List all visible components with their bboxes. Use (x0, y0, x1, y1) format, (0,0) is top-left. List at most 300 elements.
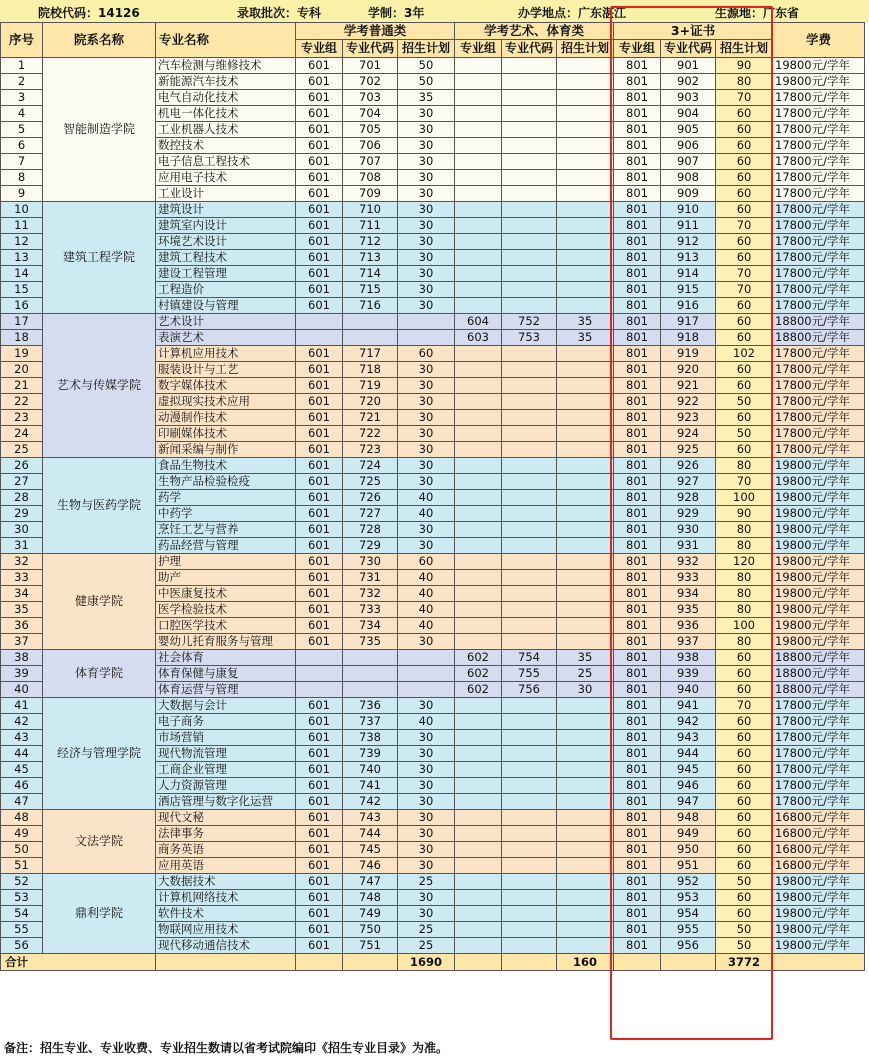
cert-group: 801 (614, 202, 661, 218)
major-name: 药学 (156, 490, 296, 506)
general-group: 601 (296, 218, 343, 234)
subcol-code: 专业代码 (502, 40, 557, 58)
admission-batch: 录取批次：专科 (237, 6, 322, 20)
art-group (455, 890, 502, 906)
general-code: 728 (343, 522, 398, 538)
art-group (455, 74, 502, 90)
art-plan (557, 202, 614, 218)
general-plan: 30 (398, 266, 455, 282)
cert-code: 910 (661, 202, 716, 218)
cert-plan: 60 (716, 202, 773, 218)
art-plan (557, 810, 614, 826)
general-code: 712 (343, 234, 398, 250)
art-code (502, 938, 557, 954)
general-group: 601 (296, 58, 343, 74)
tuition-fee: 17800元/学年 (773, 714, 865, 730)
col-department: 院系名称 (43, 23, 156, 58)
art-code (502, 154, 557, 170)
tuition-fee: 19800元/学年 (773, 586, 865, 602)
tuition-fee: 17800元/学年 (773, 746, 865, 762)
art-code (502, 922, 557, 938)
art-code (502, 410, 557, 426)
cert-group: 801 (614, 810, 661, 826)
general-group: 601 (296, 378, 343, 394)
art-code (502, 474, 557, 490)
major-name: 工业设计 (156, 186, 296, 202)
major-name: 口腔医学技术 (156, 618, 296, 634)
art-plan (557, 394, 614, 410)
cert-code: 928 (661, 490, 716, 506)
cert-plan: 100 (716, 490, 773, 506)
art-group (455, 810, 502, 826)
art-group (455, 746, 502, 762)
col-fee: 学费 (773, 23, 865, 58)
general-group: 601 (296, 170, 343, 186)
art-code: 755 (502, 666, 557, 682)
cert-group: 801 (614, 538, 661, 554)
general-plan: 30 (398, 138, 455, 154)
general-plan: 30 (398, 474, 455, 490)
total-general: 1690 (398, 954, 455, 971)
general-code: 701 (343, 58, 398, 74)
cert-group: 801 (614, 458, 661, 474)
cert-plan: 60 (716, 650, 773, 666)
art-group (455, 90, 502, 106)
art-plan (557, 522, 614, 538)
art-plan (557, 282, 614, 298)
general-group: 601 (296, 138, 343, 154)
subcol-plan: 招生计划 (557, 40, 614, 58)
tuition-fee: 19800元/学年 (773, 602, 865, 618)
tuition-fee: 17800元/学年 (773, 154, 865, 170)
cert-plan: 60 (716, 186, 773, 202)
general-code: 724 (343, 458, 398, 474)
college-code: 院校代码：14126 (38, 6, 140, 20)
row-no: 16 (1, 298, 43, 314)
art-group (455, 154, 502, 170)
art-code: 754 (502, 650, 557, 666)
tuition-fee: 16800元/学年 (773, 858, 865, 874)
cert-plan: 90 (716, 58, 773, 74)
tuition-fee: 17800元/学年 (773, 362, 865, 378)
general-plan: 30 (398, 378, 455, 394)
col-major: 专业名称 (156, 23, 296, 58)
row-no: 53 (1, 890, 43, 906)
cert-plan: 100 (716, 618, 773, 634)
major-name: 电子信息工程技术 (156, 154, 296, 170)
major-name: 新能源汽车技术 (156, 74, 296, 90)
general-code: 718 (343, 362, 398, 378)
row-no: 54 (1, 906, 43, 922)
major-name: 汽车检测与维修技术 (156, 58, 296, 74)
general-plan: 60 (398, 554, 455, 570)
cert-code: 931 (661, 538, 716, 554)
cert-code: 936 (661, 618, 716, 634)
subcol-plan: 招生计划 (398, 40, 455, 58)
row-no: 34 (1, 586, 43, 602)
cert-code: 954 (661, 906, 716, 922)
major-name: 酒店管理与数字化运营 (156, 794, 296, 810)
art-plan (557, 634, 614, 650)
art-group (455, 938, 502, 954)
cert-code: 911 (661, 218, 716, 234)
general-group (296, 650, 343, 666)
art-plan (557, 858, 614, 874)
art-plan (557, 938, 614, 954)
major-name: 中医康复技术 (156, 586, 296, 602)
tuition-fee: 17800元/学年 (773, 186, 865, 202)
art-group (455, 442, 502, 458)
major-name: 村镇建设与管理 (156, 298, 296, 314)
art-plan (557, 74, 614, 90)
major-name: 虚拟现实技术应用 (156, 394, 296, 410)
cert-plan: 60 (716, 762, 773, 778)
general-plan: 30 (398, 634, 455, 650)
general-group: 601 (296, 922, 343, 938)
general-plan (398, 666, 455, 682)
row-no: 20 (1, 362, 43, 378)
tuition-fee: 19800元/学年 (773, 522, 865, 538)
cert-plan: 80 (716, 602, 773, 618)
art-group (455, 106, 502, 122)
tuition-fee: 17800元/学年 (773, 266, 865, 282)
art-code (502, 634, 557, 650)
row-no: 41 (1, 698, 43, 714)
general-plan: 50 (398, 58, 455, 74)
general-code: 706 (343, 138, 398, 154)
general-code: 710 (343, 202, 398, 218)
general-group: 601 (296, 74, 343, 90)
art-plan (557, 378, 614, 394)
cert-group: 801 (614, 746, 661, 762)
total-art: 160 (557, 954, 614, 971)
cert-plan: 50 (716, 394, 773, 410)
art-code: 752 (502, 314, 557, 330)
tuition-fee: 19800元/学年 (773, 490, 865, 506)
general-code: 715 (343, 282, 398, 298)
cert-group: 801 (614, 650, 661, 666)
art-plan (557, 298, 614, 314)
general-group: 601 (296, 778, 343, 794)
department-name: 生物与医药学院 (43, 458, 156, 554)
art-plan (557, 90, 614, 106)
art-plan (557, 890, 614, 906)
art-plan: 30 (557, 682, 614, 698)
cert-plan: 60 (716, 890, 773, 906)
cert-code: 930 (661, 522, 716, 538)
art-code (502, 586, 557, 602)
art-plan: 35 (557, 314, 614, 330)
major-name: 建筑工程技术 (156, 250, 296, 266)
row-no: 31 (1, 538, 43, 554)
cert-code: 902 (661, 74, 716, 90)
art-plan (557, 426, 614, 442)
art-plan (557, 106, 614, 122)
cert-group: 801 (614, 170, 661, 186)
art-code (502, 746, 557, 762)
tuition-fee: 19800元/学年 (773, 618, 865, 634)
tuition-fee: 17800元/学年 (773, 282, 865, 298)
art-group: 602 (455, 682, 502, 698)
general-code: 741 (343, 778, 398, 794)
cert-group: 801 (614, 266, 661, 282)
cert-plan: 60 (716, 858, 773, 874)
cert-group: 801 (614, 874, 661, 890)
art-group: 602 (455, 650, 502, 666)
major-name: 中药学 (156, 506, 296, 522)
total-cert: 3772 (716, 954, 773, 971)
general-code: 720 (343, 394, 398, 410)
art-code (502, 730, 557, 746)
cert-code: 941 (661, 698, 716, 714)
art-group (455, 378, 502, 394)
department-name: 经济与管理学院 (43, 698, 156, 810)
general-group: 601 (296, 250, 343, 266)
col-group-art: 学考艺术、体育类 (455, 23, 614, 40)
cert-code: 952 (661, 874, 716, 890)
cert-group: 801 (614, 218, 661, 234)
cert-plan: 60 (716, 442, 773, 458)
table-row (1, 58, 865, 74)
art-plan (557, 538, 614, 554)
general-group (296, 682, 343, 698)
row-no: 42 (1, 714, 43, 730)
tuition-fee: 17800元/学年 (773, 762, 865, 778)
tuition-fee: 17800元/学年 (773, 170, 865, 186)
row-no: 5 (1, 122, 43, 138)
general-plan: 30 (398, 778, 455, 794)
cert-code: 939 (661, 666, 716, 682)
department-name: 智能制造学院 (43, 58, 156, 202)
general-plan: 30 (398, 730, 455, 746)
cert-code: 951 (661, 858, 716, 874)
cert-group: 801 (614, 506, 661, 522)
cert-code: 914 (661, 266, 716, 282)
row-no: 21 (1, 378, 43, 394)
table-row (1, 810, 865, 826)
art-group (455, 794, 502, 810)
study-duration: 学制：3年 (368, 6, 425, 20)
tuition-fee: 17800元/学年 (773, 218, 865, 234)
major-name: 建筑室内设计 (156, 218, 296, 234)
art-group (455, 634, 502, 650)
cert-group: 801 (614, 602, 661, 618)
art-code (502, 538, 557, 554)
cert-plan: 90 (716, 506, 773, 522)
cert-plan: 60 (716, 794, 773, 810)
major-name: 物联网应用技术 (156, 922, 296, 938)
cert-group: 801 (614, 490, 661, 506)
art-group (455, 874, 502, 890)
cert-plan: 60 (716, 154, 773, 170)
department-name: 建筑工程学院 (43, 202, 156, 314)
art-group (455, 730, 502, 746)
art-group (455, 490, 502, 506)
art-plan (557, 874, 614, 890)
art-plan (557, 362, 614, 378)
general-code: 740 (343, 762, 398, 778)
art-code (502, 426, 557, 442)
cert-plan: 60 (716, 138, 773, 154)
general-plan (398, 314, 455, 330)
row-no: 46 (1, 778, 43, 794)
major-name: 生物产品检验检疫 (156, 474, 296, 490)
tuition-fee: 17800元/学年 (773, 250, 865, 266)
general-plan: 30 (398, 298, 455, 314)
general-group: 601 (296, 746, 343, 762)
art-code (502, 618, 557, 634)
general-group: 601 (296, 794, 343, 810)
general-plan: 30 (398, 442, 455, 458)
tuition-fee: 17800元/学年 (773, 106, 865, 122)
art-plan (557, 490, 614, 506)
art-group (455, 858, 502, 874)
major-name: 法律事务 (156, 826, 296, 842)
art-plan (557, 474, 614, 490)
cert-group: 801 (614, 138, 661, 154)
general-group: 601 (296, 586, 343, 602)
row-no: 51 (1, 858, 43, 874)
general-code: 743 (343, 810, 398, 826)
cert-plan: 70 (716, 218, 773, 234)
art-code (502, 218, 557, 234)
art-group (455, 522, 502, 538)
cert-group: 801 (614, 890, 661, 906)
cert-plan: 60 (716, 362, 773, 378)
general-code: 737 (343, 714, 398, 730)
general-plan: 30 (398, 538, 455, 554)
general-group: 601 (296, 266, 343, 282)
general-plan: 30 (398, 410, 455, 426)
cert-code: 916 (661, 298, 716, 314)
major-name: 计算机应用技术 (156, 346, 296, 362)
art-plan (557, 410, 614, 426)
general-code (343, 682, 398, 698)
general-group (296, 314, 343, 330)
table-row (1, 698, 865, 714)
general-plan (398, 330, 455, 346)
art-plan (557, 570, 614, 586)
col-group-general: 学考普通类 (296, 23, 455, 40)
general-plan: 35 (398, 90, 455, 106)
art-group (455, 410, 502, 426)
tuition-fee: 19800元/学年 (773, 474, 865, 490)
subcol-code: 专业代码 (343, 40, 398, 58)
general-code: 713 (343, 250, 398, 266)
general-code: 736 (343, 698, 398, 714)
major-name: 现代移动通信技术 (156, 938, 296, 954)
tuition-fee: 17800元/学年 (773, 298, 865, 314)
row-no: 52 (1, 874, 43, 890)
general-group: 601 (296, 938, 343, 954)
cert-plan: 80 (716, 634, 773, 650)
major-name: 建设工程管理 (156, 266, 296, 282)
art-plan (557, 250, 614, 266)
cert-code: 923 (661, 410, 716, 426)
art-group (455, 826, 502, 842)
cert-plan: 60 (716, 666, 773, 682)
art-plan (557, 730, 614, 746)
cert-plan: 70 (716, 90, 773, 106)
general-plan: 60 (398, 346, 455, 362)
art-group (455, 218, 502, 234)
tuition-fee: 19800元/学年 (773, 634, 865, 650)
cert-group: 801 (614, 474, 661, 490)
row-no: 45 (1, 762, 43, 778)
general-plan: 30 (398, 826, 455, 842)
general-group: 601 (296, 762, 343, 778)
major-name: 印刷媒体技术 (156, 426, 296, 442)
major-name: 市场营销 (156, 730, 296, 746)
cert-plan: 60 (716, 410, 773, 426)
general-group: 601 (296, 458, 343, 474)
art-code (502, 362, 557, 378)
cert-code: 937 (661, 634, 716, 650)
cert-plan: 60 (716, 298, 773, 314)
row-no: 40 (1, 682, 43, 698)
row-no: 48 (1, 810, 43, 826)
major-name: 现代文秘 (156, 810, 296, 826)
major-name: 环境艺术设计 (156, 234, 296, 250)
cert-plan: 60 (716, 778, 773, 794)
general-group: 601 (296, 362, 343, 378)
cert-group: 801 (614, 298, 661, 314)
cert-plan: 60 (716, 106, 773, 122)
art-code (502, 858, 557, 874)
general-plan: 30 (398, 186, 455, 202)
cert-code: 935 (661, 602, 716, 618)
art-group (455, 762, 502, 778)
general-group: 601 (296, 394, 343, 410)
general-group: 601 (296, 874, 343, 890)
general-group: 601 (296, 826, 343, 842)
general-code: 707 (343, 154, 398, 170)
art-code (502, 554, 557, 570)
row-no: 44 (1, 746, 43, 762)
major-name: 电子商务 (156, 714, 296, 730)
major-name: 大数据技术 (156, 874, 296, 890)
art-plan (557, 586, 614, 602)
general-plan (398, 682, 455, 698)
subcol-code: 专业代码 (661, 40, 716, 58)
general-group: 601 (296, 282, 343, 298)
art-group (455, 282, 502, 298)
art-code (502, 522, 557, 538)
cert-plan: 50 (716, 938, 773, 954)
art-code (502, 778, 557, 794)
row-no: 30 (1, 522, 43, 538)
general-group (296, 330, 343, 346)
general-group: 601 (296, 842, 343, 858)
cert-code: 905 (661, 122, 716, 138)
cert-code: 904 (661, 106, 716, 122)
art-code (502, 874, 557, 890)
col-no: 序号 (1, 23, 43, 58)
cert-code: 912 (661, 234, 716, 250)
major-name: 工业机器人技术 (156, 122, 296, 138)
art-code (502, 570, 557, 586)
tuition-fee: 17800元/学年 (773, 122, 865, 138)
cert-code: 940 (661, 682, 716, 698)
general-code: 729 (343, 538, 398, 554)
art-plan (557, 746, 614, 762)
cert-code: 950 (661, 842, 716, 858)
general-group: 601 (296, 106, 343, 122)
major-name: 婴幼儿托育服务与管理 (156, 634, 296, 650)
cert-code: 921 (661, 378, 716, 394)
major-name: 烹饪工艺与营养 (156, 522, 296, 538)
cert-group: 801 (614, 442, 661, 458)
